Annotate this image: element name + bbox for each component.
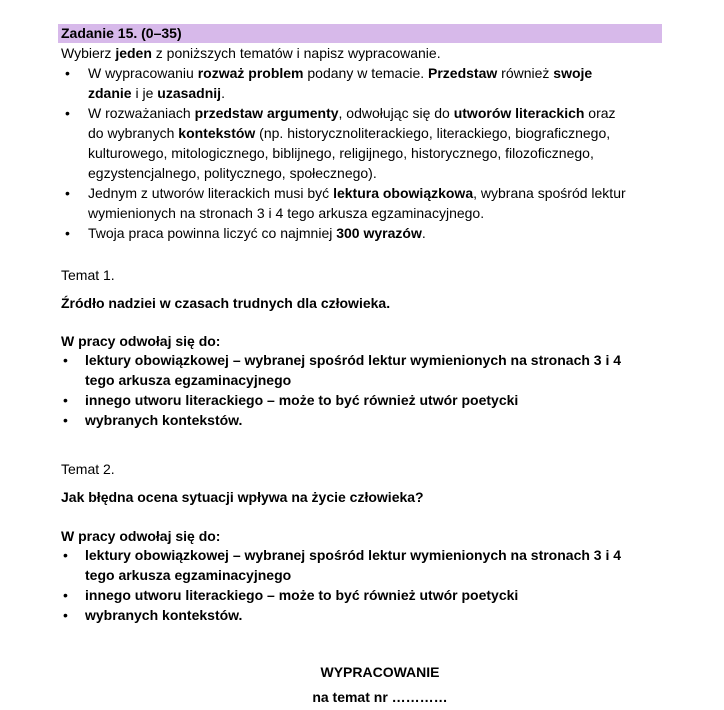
requirement-item: • wybranych kontekstów. xyxy=(61,410,661,430)
instruction-item: • W rozważaniach przedstaw argumenty, odwołując się do utworów literackich oraz do wybranych kontekstów (np. historycznoliterackiego, literackiego, biograficznego, kulturowego, mitologicznego, biblijnego, religijnego, historycznego, filozoficznego, egzystencjalnego, politycznego, społecznego). xyxy=(61,103,661,183)
requirement-item: • innego utworu literackiego – może to być również utwór poetycki xyxy=(61,390,661,410)
topic1-requirements xyxy=(61,350,661,430)
topic2-title: Jak błędna ocena sytuacji wpływa na życie człowieka? xyxy=(61,489,424,505)
task-title: Zadanie 15. (0–35) xyxy=(61,25,182,41)
requirement-item: • wybranych kontekstów. xyxy=(61,605,661,625)
instruction-item: • Twoja praca powinna liczyć co najmniej 300 wyrazów. xyxy=(61,223,661,243)
instruction-item: • W wypracowaniu rozważ problem podany w temacie. Przedstaw również swoje zdanie i je uzasadnij. xyxy=(61,63,661,103)
topic1-refer: W pracy odwołaj się do: xyxy=(61,333,221,349)
topic2-requirements xyxy=(61,545,661,625)
instruction-item: • Jednym z utworów literackich musi być lektura obowiązkowa, wybrana spośród lektur wymienionych na stronach 3 i 4 tego arkusza egzaminacyjnego. xyxy=(61,183,661,223)
instruction-list xyxy=(61,63,661,243)
topic1-title: Źródło nadziei w czasach trudnych dla człowieka. xyxy=(61,295,391,311)
topic1-label: Temat 1. xyxy=(61,267,115,283)
requirement-item: • innego utworu literackiego – może to być również utwór poetycki xyxy=(61,585,661,605)
topic2-label: Temat 2. xyxy=(61,461,115,477)
requirement-item: • lektury obowiązkowej – wybranej spośród lektur wymienionych na stronach 3 i 4 tego arkusza egzaminacyjnego xyxy=(61,545,661,585)
requirement-item: • lektury obowiązkowej – wybranej spośród lektur wymienionych na stronach 3 i 4 tego arkusza egzaminacyjnego xyxy=(61,350,661,390)
essay-heading: WYPRACOWANIE xyxy=(320,664,440,680)
topic2-refer: W pracy odwołaj się do: xyxy=(61,528,221,544)
intro-text: Wybierz jeden z poniższych tematów i napisz wypracowanie. xyxy=(61,45,441,61)
task-header xyxy=(58,24,662,43)
essay-topic-number: na temat nr ………… xyxy=(312,689,448,705)
